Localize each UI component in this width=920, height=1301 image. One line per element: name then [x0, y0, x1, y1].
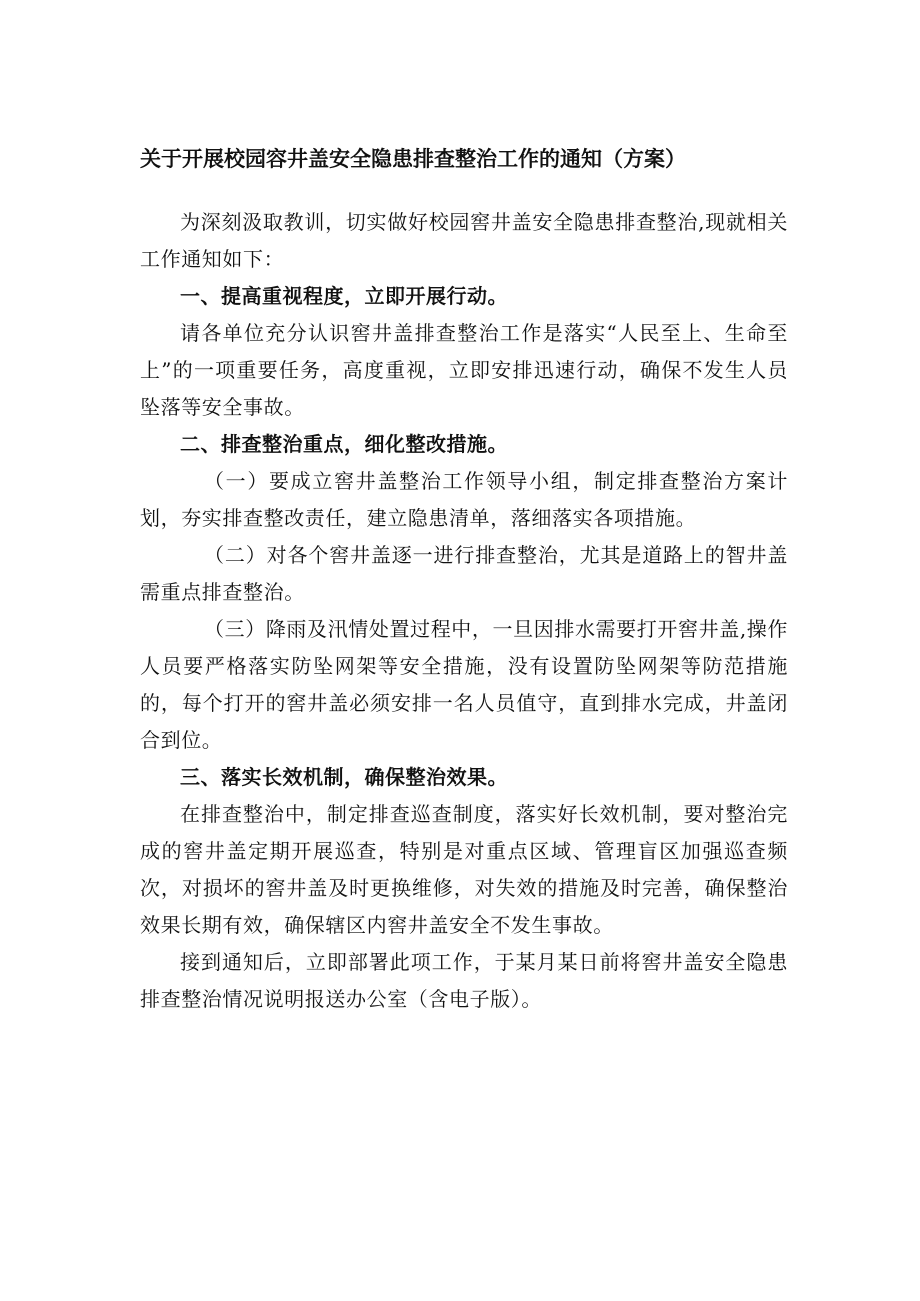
section-paragraph: 在排查整治中，制定排查巡查制度，落实好长效机制，要对整治完成的窖井盖定期开展巡查，特别是对重点区域、管理盲区加强巡查频次，对损坏的窖井盖及时更换维修，对失效的措施及时完善，确保整治效果长期有效，确保辖区内窖井盖安全不发生事故。: [140, 802, 788, 937]
closing-paragraph: 接到通知后，立即部署此项工作，于某月某日前将窖井盖安全隐患排查整治情况说明报送办公室（含电子版）。: [140, 950, 788, 1011]
section-paragraph: 请各单位充分认识窖井盖排查整治工作是落实“人民至上、生命至上”的一项重要任务，高度重视，立即安排迅速行动，确保不发生人员坠落等安全事故。: [140, 321, 788, 419]
document-title: 关于开展校园容井盖安全隐患排查整治工作的通知（方案）: [140, 147, 686, 171]
section-1: [140, 278, 788, 426]
section-2: [140, 426, 788, 759]
section-heading: 三、落实长效机制，确保整治效果。: [180, 765, 508, 789]
document-body: [140, 204, 788, 1018]
section-3: [140, 759, 788, 944]
section-item-1: （一）要成立窖井盖整治工作领导小组，制定排查整治方案计划，夯实排查整改责任，建立隐患清单，落细落实各项措施。: [140, 469, 788, 530]
section-item-2: （二）对各个窖井盖逐一进行排查整治，尤其是道路上的智井盖需重点排查整治。: [140, 543, 788, 604]
section-heading: 一、提高重视程度，立即开展行动。: [180, 284, 508, 308]
section-heading: 二、排查整治重点，细化整改措施。: [180, 432, 508, 456]
intro-paragraph: 为深刻汲取教训，切实做好校园窖井盖安全隐患排查整治,现就相关工作通知如下：: [140, 210, 788, 271]
section-item-3: （三）降雨及汛情处置过程中，一旦因排水需要打开窖井盖,操作人员要严格落实防坠网架等安全措施，没有设置防坠网架等防范措施的，每个打开的窖井盖必须安排一名人员值守，直到排水完成，井盖闭合到位。: [140, 617, 788, 752]
